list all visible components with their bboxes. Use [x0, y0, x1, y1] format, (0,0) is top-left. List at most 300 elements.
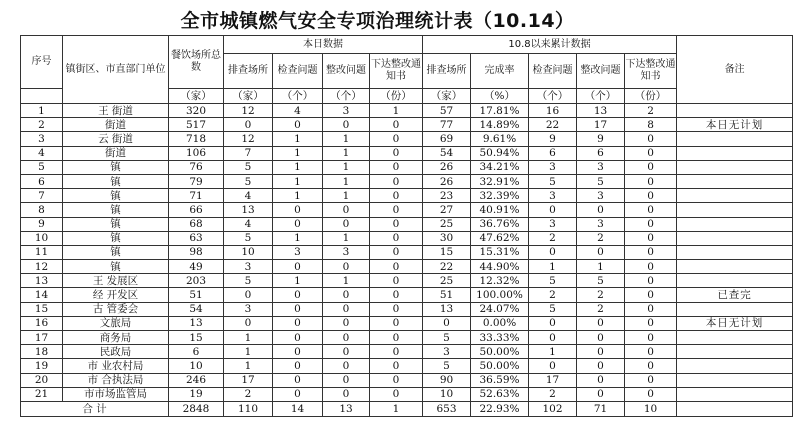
row-today-issues: 0 — [273, 387, 323, 401]
row-since-rectify: 2 — [577, 288, 625, 302]
row-since-rectify: 0 — [577, 345, 625, 359]
row-today-issues: 0 — [273, 316, 323, 330]
row-since-issues: 9 — [529, 132, 577, 146]
header-since-inspect: 排查场所 — [423, 54, 471, 89]
table-row — [21, 118, 793, 132]
table-row — [21, 217, 793, 231]
row-total-places: 79 — [169, 174, 224, 188]
table-row — [21, 316, 793, 330]
row-note — [677, 331, 793, 345]
row-unit-name: 镇 — [63, 245, 169, 259]
row-today-issues: 4 — [273, 104, 323, 118]
row-today-notice: 0 — [370, 288, 423, 302]
row-since-rectify: 13 — [577, 104, 625, 118]
row-today-rectify: 0 — [323, 316, 370, 330]
header-today-inspect: 排查场所 — [224, 54, 273, 89]
row-today-inspect: 5 — [224, 274, 273, 288]
row-note — [677, 132, 793, 146]
row-no: 10 — [21, 231, 63, 245]
row-since-issues: 2 — [529, 231, 577, 245]
row-today-notice: 0 — [370, 203, 423, 217]
row-no: 12 — [21, 260, 63, 274]
unit-since-notice: （份） — [625, 89, 677, 104]
totals-today-inspect: 110 — [224, 401, 273, 416]
row-note — [677, 260, 793, 274]
row-unit-name: 经 开发区 — [63, 288, 169, 302]
row-no: 7 — [21, 189, 63, 203]
totals-total-places: 2848 — [169, 401, 224, 416]
row-since-notice: 0 — [625, 260, 677, 274]
row-total-places: 68 — [169, 217, 224, 231]
row-total-places: 203 — [169, 274, 224, 288]
header-since-group: 10.8以来累计数据 — [423, 36, 677, 54]
row-since-notice: 0 — [625, 316, 677, 330]
row-no: 9 — [21, 217, 63, 231]
row-today-notice: 0 — [370, 345, 423, 359]
table-row — [21, 146, 793, 160]
row-total-places: 19 — [169, 387, 224, 401]
row-since-rectify: 6 — [577, 146, 625, 160]
row-note — [677, 345, 793, 359]
table-row — [21, 260, 793, 274]
row-since-rectify: 0 — [577, 373, 625, 387]
row-since-rate: 9.61% — [471, 132, 529, 146]
row-note: 本日无计划 — [677, 316, 793, 330]
row-today-notice: 0 — [370, 217, 423, 231]
row-total-places: 6 — [169, 345, 224, 359]
unit-today-notice: （份） — [370, 89, 423, 104]
row-since-issues: 0 — [529, 316, 577, 330]
row-today-notice: 0 — [370, 274, 423, 288]
row-today-issues: 1 — [273, 132, 323, 146]
row-since-inspect: 13 — [423, 302, 471, 316]
row-total-places: 51 — [169, 288, 224, 302]
table-row — [21, 331, 793, 345]
row-since-rectify: 0 — [577, 316, 625, 330]
row-today-inspect: 4 — [224, 217, 273, 231]
row-since-inspect: 54 — [423, 146, 471, 160]
row-today-notice: 0 — [370, 331, 423, 345]
table-row — [21, 245, 793, 259]
row-since-notice: 0 — [625, 146, 677, 160]
row-since-inspect: 25 — [423, 274, 471, 288]
row-since-inspect: 27 — [423, 203, 471, 217]
row-today-notice: 0 — [370, 146, 423, 160]
row-since-notice: 0 — [625, 203, 677, 217]
row-since-issues: 16 — [529, 104, 577, 118]
row-today-rectify: 0 — [323, 217, 370, 231]
row-today-rectify: 0 — [323, 302, 370, 316]
totals-note — [677, 401, 793, 416]
row-today-inspect: 13 — [224, 203, 273, 217]
row-today-issues: 0 — [273, 302, 323, 316]
row-today-rectify: 1 — [323, 132, 370, 146]
row-today-issues: 1 — [273, 160, 323, 174]
row-today-notice: 0 — [370, 174, 423, 188]
totals-today-rectify: 13 — [323, 401, 370, 416]
table-body — [21, 36, 793, 417]
row-unit-name: 古 管委会 — [63, 302, 169, 316]
unit-since-issues: （个） — [529, 89, 577, 104]
row-today-rectify: 3 — [323, 245, 370, 259]
row-no: 21 — [21, 387, 63, 401]
row-today-issues: 1 — [273, 274, 323, 288]
row-today-notice: 0 — [370, 231, 423, 245]
row-since-rectify: 5 — [577, 274, 625, 288]
row-note — [677, 231, 793, 245]
row-since-notice: 0 — [625, 302, 677, 316]
row-total-places: 246 — [169, 373, 224, 387]
table-row — [21, 203, 793, 217]
row-since-inspect: 69 — [423, 132, 471, 146]
row-since-rate: 34.21% — [471, 160, 529, 174]
row-today-issues: 1 — [273, 174, 323, 188]
row-no: 18 — [21, 345, 63, 359]
row-note — [677, 245, 793, 259]
row-since-notice: 0 — [625, 174, 677, 188]
row-since-inspect: 3 — [423, 345, 471, 359]
row-today-rectify: 1 — [323, 189, 370, 203]
row-today-rectify: 0 — [323, 203, 370, 217]
row-since-inspect: 57 — [423, 104, 471, 118]
row-since-notice: 0 — [625, 189, 677, 203]
row-since-notice: 0 — [625, 231, 677, 245]
row-since-notice: 0 — [625, 331, 677, 345]
header-since-notice: 下达整改通知书 — [625, 54, 677, 89]
row-today-inspect: 4 — [224, 189, 273, 203]
totals-since-issues: 102 — [529, 401, 577, 416]
row-since-issues: 3 — [529, 160, 577, 174]
row-note — [677, 387, 793, 401]
row-since-rectify: 0 — [577, 359, 625, 373]
row-no: 6 — [21, 174, 63, 188]
row-since-issues: 6 — [529, 146, 577, 160]
row-note: 本日无计划 — [677, 118, 793, 132]
row-today-notice: 0 — [370, 245, 423, 259]
table-row — [21, 104, 793, 118]
row-since-inspect: 26 — [423, 160, 471, 174]
row-today-inspect: 1 — [224, 331, 273, 345]
header-since-issues: 检查问题 — [529, 54, 577, 89]
row-unit-name: 街道 — [63, 118, 169, 132]
row-total-places: 98 — [169, 245, 224, 259]
totals-today-notice: 1 — [370, 401, 423, 416]
row-no: 13 — [21, 274, 63, 288]
row-today-notice: 0 — [370, 387, 423, 401]
row-unit-name: 镇 — [63, 174, 169, 188]
totals-since-rate: 22.93% — [471, 401, 529, 416]
row-since-inspect: 25 — [423, 217, 471, 231]
row-unit-name: 文旅局 — [63, 316, 169, 330]
row-since-inspect: 10 — [423, 387, 471, 401]
row-since-issues: 0 — [529, 245, 577, 259]
row-today-notice: 0 — [370, 189, 423, 203]
row-since-rectify: 3 — [577, 160, 625, 174]
row-since-rectify: 0 — [577, 387, 625, 401]
totals-row — [21, 401, 793, 416]
row-since-notice: 0 — [625, 132, 677, 146]
row-no: 11 — [21, 245, 63, 259]
table-row — [21, 160, 793, 174]
row-since-rectify: 9 — [577, 132, 625, 146]
row-since-rectify: 0 — [577, 331, 625, 345]
row-no: 2 — [21, 118, 63, 132]
table-row — [21, 231, 793, 245]
row-no: 16 — [21, 316, 63, 330]
row-note — [677, 302, 793, 316]
row-since-inspect: 0 — [423, 316, 471, 330]
row-since-rate: 33.33% — [471, 331, 529, 345]
row-today-rectify: 0 — [323, 359, 370, 373]
row-total-places: 10 — [169, 359, 224, 373]
row-total-places: 49 — [169, 260, 224, 274]
row-no: 3 — [21, 132, 63, 146]
header-since-rectify: 整改问题 — [577, 54, 625, 89]
row-note: 已查完 — [677, 288, 793, 302]
row-since-issues: 2 — [529, 387, 577, 401]
row-since-rectify: 1 — [577, 260, 625, 274]
row-since-issues: 5 — [529, 274, 577, 288]
row-since-rate: 14.89% — [471, 118, 529, 132]
row-total-places: 517 — [169, 118, 224, 132]
row-since-rate: 0.00% — [471, 316, 529, 330]
row-today-inspect: 10 — [224, 245, 273, 259]
row-today-rectify: 1 — [323, 274, 370, 288]
unit-today-rectify: （个） — [323, 89, 370, 104]
row-today-issues: 0 — [273, 359, 323, 373]
row-since-rate: 17.81% — [471, 104, 529, 118]
row-since-rate: 47.62% — [471, 231, 529, 245]
row-no: 4 — [21, 146, 63, 160]
row-unit-name: 镇 — [63, 231, 169, 245]
row-today-notice: 1 — [370, 104, 423, 118]
row-no: 8 — [21, 203, 63, 217]
row-since-issues: 0 — [529, 203, 577, 217]
row-today-issues: 3 — [273, 245, 323, 259]
row-since-rate: 24.07% — [471, 302, 529, 316]
row-since-rectify: 17 — [577, 118, 625, 132]
row-today-notice: 0 — [370, 118, 423, 132]
row-since-rate: 50.00% — [471, 345, 529, 359]
table-row — [21, 373, 793, 387]
row-unit-name: 镇 — [63, 160, 169, 174]
row-today-issues: 0 — [273, 260, 323, 274]
row-since-notice: 0 — [625, 345, 677, 359]
row-today-notice: 0 — [370, 260, 423, 274]
page-title: 全市城镇燃气安全专项治理统计表（10.14） — [180, 10, 575, 32]
row-since-notice: 0 — [625, 359, 677, 373]
header-since-rate: 完成率 — [471, 54, 529, 89]
row-today-rectify: 3 — [323, 104, 370, 118]
row-since-inspect: 90 — [423, 373, 471, 387]
totals-since-rectify: 71 — [577, 401, 625, 416]
row-total-places: 320 — [169, 104, 224, 118]
row-unit-name: 民政局 — [63, 345, 169, 359]
row-today-inspect: 12 — [224, 132, 273, 146]
table-row — [21, 189, 793, 203]
row-since-issues: 2 — [529, 288, 577, 302]
row-since-issues: 5 — [529, 174, 577, 188]
row-since-rate: 36.76% — [471, 217, 529, 231]
row-note — [677, 203, 793, 217]
row-today-issues: 0 — [273, 345, 323, 359]
row-unit-name: 街道 — [63, 146, 169, 160]
row-today-inspect: 12 — [224, 104, 273, 118]
row-since-inspect: 51 — [423, 288, 471, 302]
row-since-issues: 5 — [529, 302, 577, 316]
row-today-inspect: 0 — [224, 316, 273, 330]
row-since-issues: 1 — [529, 260, 577, 274]
row-today-rectify: 0 — [323, 331, 370, 345]
row-no: 17 — [21, 331, 63, 345]
row-since-inspect: 30 — [423, 231, 471, 245]
row-today-inspect: 1 — [224, 359, 273, 373]
row-since-rate: 100.00% — [471, 288, 529, 302]
row-today-notice: 0 — [370, 160, 423, 174]
row-since-inspect: 77 — [423, 118, 471, 132]
row-today-notice: 0 — [370, 316, 423, 330]
header-today-group: 本日数据 — [224, 36, 423, 54]
row-note — [677, 274, 793, 288]
row-since-issues: 17 — [529, 373, 577, 387]
row-today-issues: 1 — [273, 146, 323, 160]
totals-label: 合 计 — [21, 401, 169, 416]
row-today-rectify: 0 — [323, 373, 370, 387]
stats-table — [20, 35, 793, 417]
row-since-notice: 0 — [625, 245, 677, 259]
row-since-issues: 22 — [529, 118, 577, 132]
row-since-rate: 52.63% — [471, 387, 529, 401]
row-note — [677, 146, 793, 160]
row-since-issues: 0 — [529, 331, 577, 345]
row-total-places: 15 — [169, 331, 224, 345]
row-note — [677, 373, 793, 387]
row-since-rectify: 2 — [577, 231, 625, 245]
row-unit-name: 镇 — [63, 189, 169, 203]
row-total-places: 71 — [169, 189, 224, 203]
row-today-issues: 0 — [273, 331, 323, 345]
totals-since-notice: 10 — [625, 401, 677, 416]
row-since-rectify: 0 — [577, 245, 625, 259]
header-note: 备注 — [677, 36, 793, 104]
totals-today-issues: 14 — [273, 401, 323, 416]
row-today-issues: 0 — [273, 373, 323, 387]
row-since-issues: 3 — [529, 189, 577, 203]
row-total-places: 13 — [169, 316, 224, 330]
row-note — [677, 174, 793, 188]
row-today-issues: 1 — [273, 189, 323, 203]
row-since-rectify: 5 — [577, 174, 625, 188]
row-today-inspect: 2 — [224, 387, 273, 401]
totals-since-inspect: 653 — [423, 401, 471, 416]
row-total-places: 66 — [169, 203, 224, 217]
row-since-notice: 0 — [625, 373, 677, 387]
row-no: 20 — [21, 373, 63, 387]
row-today-inspect: 5 — [224, 174, 273, 188]
unit-seq-blank — [21, 89, 63, 104]
unit-since-inspect: （家） — [423, 89, 471, 104]
row-since-inspect: 22 — [423, 260, 471, 274]
unit-since-rectify: （个） — [577, 89, 625, 104]
header-today-notice: 下达整改通知书 — [370, 54, 423, 89]
row-since-notice: 0 — [625, 217, 677, 231]
row-unit-name: 市 合执法局 — [63, 373, 169, 387]
row-since-notice: 0 — [625, 160, 677, 174]
table-row — [21, 345, 793, 359]
row-unit-name: 镇 — [63, 203, 169, 217]
header-total-places: 餐饮场所总数 — [169, 36, 224, 89]
unit-total-places: （家） — [169, 89, 224, 104]
row-note — [677, 104, 793, 118]
row-today-rectify: 0 — [323, 260, 370, 274]
row-since-notice: 8 — [625, 118, 677, 132]
row-total-places: 718 — [169, 132, 224, 146]
row-today-rectify: 1 — [323, 174, 370, 188]
row-since-rate: 50.94% — [471, 146, 529, 160]
row-today-notice: 0 — [370, 359, 423, 373]
row-today-issues: 1 — [273, 231, 323, 245]
table-row — [21, 288, 793, 302]
row-since-inspect: 5 — [423, 359, 471, 373]
row-today-rectify: 0 — [323, 387, 370, 401]
header-today-issues: 检查问题 — [273, 54, 323, 89]
row-today-rectify: 0 — [323, 345, 370, 359]
row-today-issues: 0 — [273, 288, 323, 302]
row-since-notice: 0 — [625, 274, 677, 288]
row-total-places: 76 — [169, 160, 224, 174]
row-today-notice: 0 — [370, 132, 423, 146]
row-today-notice: 0 — [370, 373, 423, 387]
row-today-inspect: 7 — [224, 146, 273, 160]
header-unit: 镇街区、市直部门单位 — [63, 36, 169, 104]
row-today-inspect: 5 — [224, 160, 273, 174]
row-today-inspect: 5 — [224, 231, 273, 245]
row-since-issues: 1 — [529, 345, 577, 359]
row-since-rate: 50.00% — [471, 359, 529, 373]
row-today-inspect: 1 — [224, 345, 273, 359]
row-note — [677, 189, 793, 203]
table-row — [21, 132, 793, 146]
row-unit-name: 市市场监管局 — [63, 387, 169, 401]
row-total-places: 54 — [169, 302, 224, 316]
row-today-issues: 0 — [273, 217, 323, 231]
row-since-notice: 0 — [625, 387, 677, 401]
row-since-rate: 44.90% — [471, 260, 529, 274]
row-since-rate: 15.31% — [471, 245, 529, 259]
row-no: 5 — [21, 160, 63, 174]
row-unit-name: 云 街道 — [63, 132, 169, 146]
unit-today-issues: （个） — [273, 89, 323, 104]
row-since-inspect: 26 — [423, 174, 471, 188]
row-today-inspect: 0 — [224, 118, 273, 132]
row-unit-name: 市 业农村局 — [63, 359, 169, 373]
table-row — [21, 174, 793, 188]
row-note — [677, 359, 793, 373]
header-today-rectify: 整改问题 — [323, 54, 370, 89]
row-today-inspect: 0 — [224, 288, 273, 302]
row-unit-name: 镇 — [63, 217, 169, 231]
row-since-rate: 32.39% — [471, 189, 529, 203]
row-since-rate: 32.91% — [471, 174, 529, 188]
row-today-notice: 0 — [370, 302, 423, 316]
row-total-places: 106 — [169, 146, 224, 160]
row-unit-name: 王 发展区 — [63, 274, 169, 288]
row-since-notice: 0 — [625, 288, 677, 302]
row-no: 15 — [21, 302, 63, 316]
row-today-inspect: 3 — [224, 302, 273, 316]
row-since-issues: 0 — [529, 359, 577, 373]
row-today-rectify: 1 — [323, 146, 370, 160]
